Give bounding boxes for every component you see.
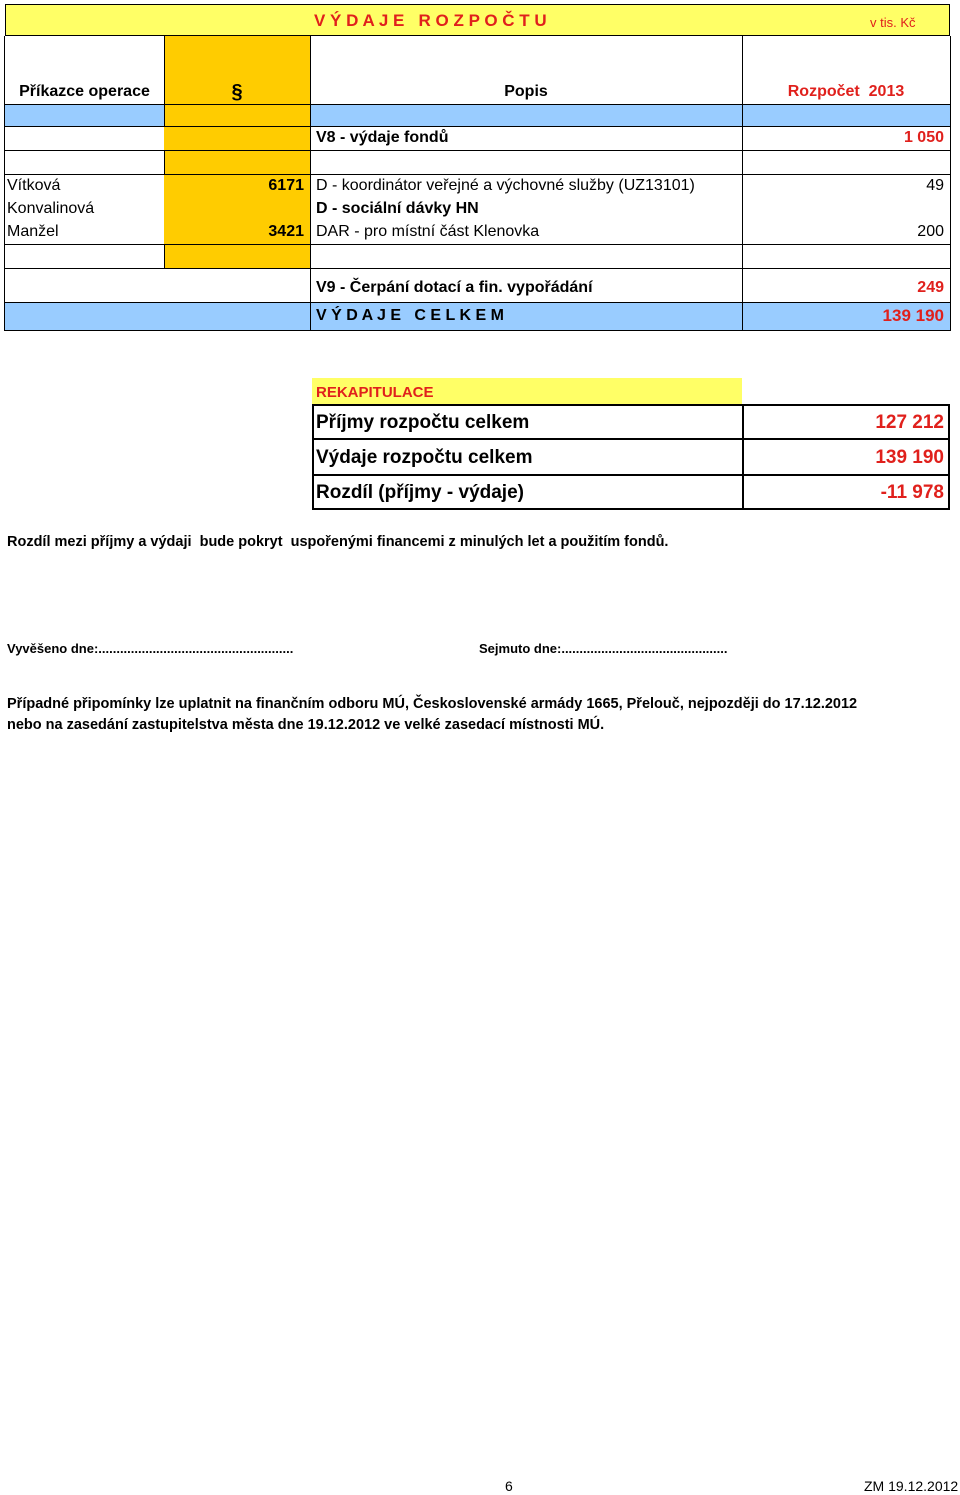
row-v8-castka: 1 050 [903,129,944,146]
rek-prijmy-value: 127 212 [875,412,944,433]
unit-label: v tis. Kč [870,14,916,30]
row-1-castka: 49 [926,177,944,194]
header-separator-right [310,104,950,126]
column-header-prikazce: Příkazce operace [19,83,150,100]
rekapitulace-title: REKAPITULACE [316,383,434,401]
grid-line [164,244,165,268]
grid-line [310,36,311,330]
total-value: 139 190 [882,306,944,325]
grid-line [4,104,951,105]
pripominky-line-1: Případné připomínky lze uplatnit na finančním odboru MÚ, Československé armády 1665, Přelouč, nejpozději do 17.12.2012 [7,696,858,712]
page-title: V Ý D A J E R O Z P O Č T U [314,11,547,30]
rek-rozdil-value: -11 978 [880,482,944,503]
grid-line [4,268,951,269]
row-3-castka: 200 [917,223,944,240]
row-2-popis: D - sociální dávky HN [316,200,479,217]
grid-line [164,36,165,126]
row-1-paragraf: 6171 [268,177,304,194]
grid-line [4,174,951,175]
grid-line [4,150,951,151]
row-3-popis: DAR - pro místní část Klenovka [316,223,540,240]
pripominky-line-2: nebo na zasedání zastupitelstva města dne 19.12.2012 ve velké zasedací místnosti MÚ. [7,717,605,733]
rek-rozdil-label: Rozdíl (příjmy - výdaje) [316,482,524,503]
rek-vydaje-label: Výdaje rozpočtu celkem [316,447,533,468]
grid-line [742,36,743,330]
rek-prijmy-label: Příjmy rozpočtu celkem [316,412,530,433]
grid-line [4,126,951,127]
grid-line [4,302,951,303]
row-v9-popis: V9 - Čerpání dotací a fin. vypořádání [316,279,593,296]
grid-line [4,244,951,245]
row-v9-castka: 249 [917,279,944,296]
header-separator-left [5,104,164,126]
row-3-prikazce: Manžel [7,223,59,240]
column-header-popis: Popis [504,83,548,100]
grid-line [4,36,5,330]
deficit-note: Rozdíl mezi příjmy a výdaji bude pokryt uspořenými financemi z minulých let a použitím fondů. [7,534,669,550]
sejmuto-line: Sejmuto dne:.............................................. [479,641,728,656]
grid-line [4,330,951,331]
row-3-paragraf: 3421 [268,223,304,240]
rek-vydaje-value: 139 190 [875,447,944,468]
row-v8-popis: V8 - výdaje fondů [316,129,449,146]
row-2-prikazce: Konvalinová [7,200,95,217]
vyveseno-line: Vyvěšeno dne:...................................................... [7,641,294,656]
rekapitulace-table [312,378,950,510]
page-number: 6 [505,1478,513,1494]
document-code: ZM 19.12.2012 [864,1478,959,1494]
row-1-popis: D - koordinátor veřejné a výchovné služby (UZ13101) [316,177,695,194]
total-label: V Ý D A J E C E L K E M [316,307,504,324]
column-header-paragraf: § [231,80,243,103]
grid-line [164,150,165,174]
column-header-rozpocet: Rozpočet 2013 [787,83,905,100]
row-1-prikazce: Vítková [7,177,61,194]
grid-line [950,36,951,330]
